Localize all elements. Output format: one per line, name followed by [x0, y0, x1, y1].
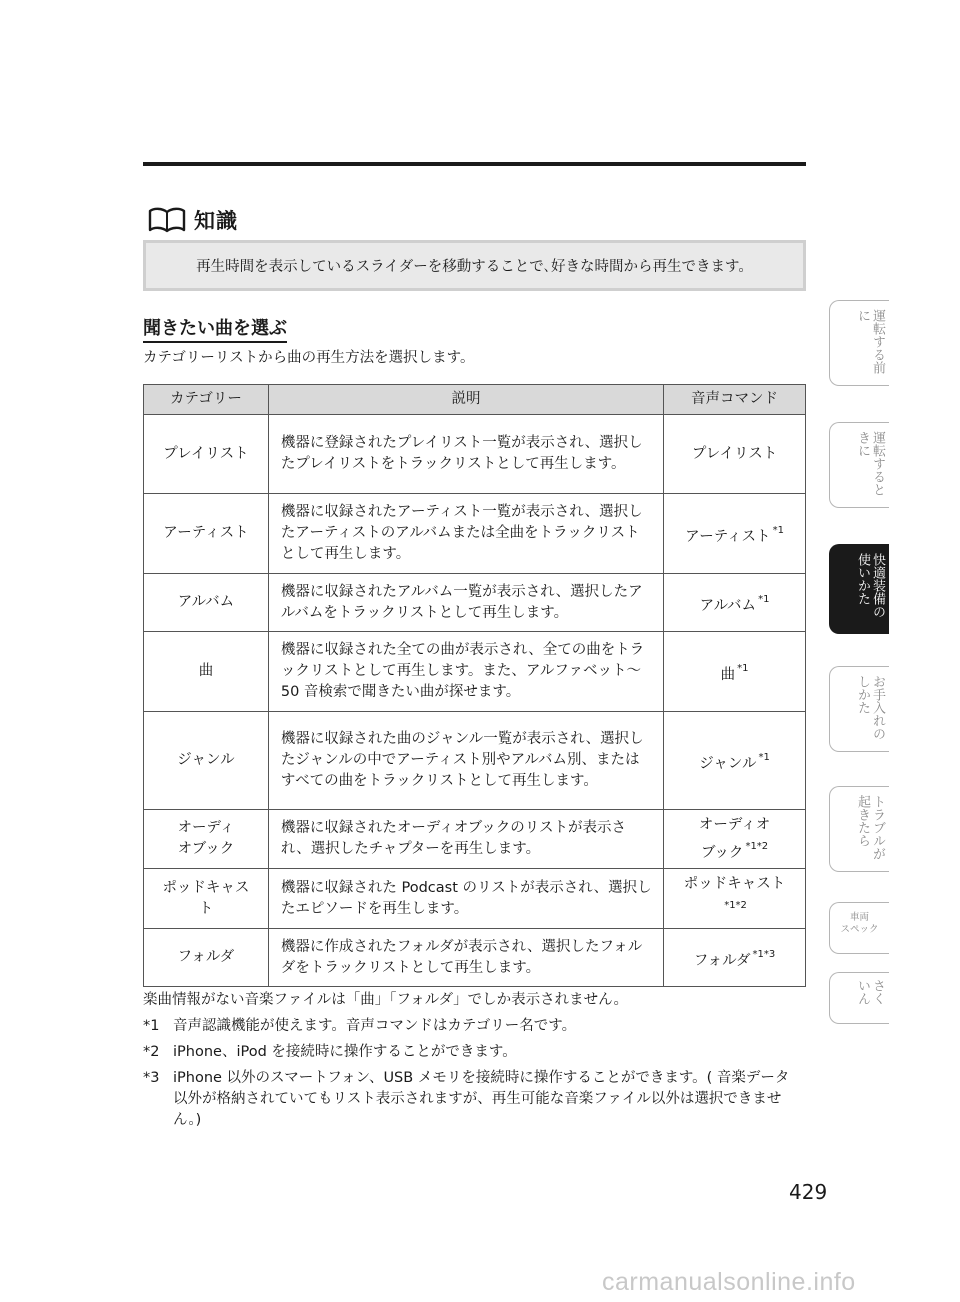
table-header-row — [144, 385, 806, 415]
footnote-key: *3 — [143, 1070, 160, 1086]
footnote-2 — [143, 1042, 803, 1063]
footnote-marker: *1*3 — [752, 948, 776, 960]
header-voice-command: 音声コマンド — [664, 385, 806, 415]
command-text: 曲 — [720, 666, 736, 683]
table-row — [144, 494, 806, 574]
top-rule — [143, 162, 806, 166]
footnote-text: iPhone 以外のスマートフォン、USB メモリを接続時に操作することができます。( 音楽データ以外が格納されていてもリスト表示されますが、再生可能な音楽ファイル以外は選択できません。) — [173, 1070, 790, 1128]
page-number: 429 — [789, 1180, 828, 1204]
tab-while-driving[interactable] — [829, 422, 889, 508]
table-row — [144, 415, 806, 494]
knowledge-title: 知識 — [194, 209, 238, 233]
category-cell: アルバム — [144, 574, 269, 632]
knowledge-heading — [148, 204, 238, 236]
description-cell: 機器に収録された Podcast のリストが表示され、選択したエピソードを再生します。 — [268, 869, 663, 929]
header-description: 説明 — [268, 385, 663, 415]
footnote-marker: *1 — [772, 524, 784, 536]
tab-label: さくいん — [855, 979, 885, 1005]
footnote-text: iPhone、iPod を接続時に操作することができます。 — [173, 1044, 517, 1060]
footnote-marker: *1*2 — [724, 900, 747, 911]
tab-label: 車両 スペック — [840, 912, 879, 935]
command-cell — [664, 494, 806, 574]
command-cell — [664, 415, 806, 494]
command-cell — [664, 574, 806, 632]
header-category: カテゴリー — [144, 385, 269, 415]
tab-index[interactable] — [829, 972, 889, 1024]
open-book-icon — [148, 207, 186, 233]
tab-troubleshooting[interactable] — [829, 786, 889, 872]
command-text: プレイリスト — [691, 445, 778, 462]
category-table — [143, 384, 806, 987]
command-cell — [664, 712, 806, 810]
description-cell: 機器に収録された全ての曲が表示され、全ての曲をトラックリストとして再生します。また、アルファベット～ 50 音検索で聞きたい曲が探せます。 — [268, 632, 663, 712]
footnote-3 — [143, 1068, 803, 1131]
footnote-text: 音声認識機能が使えます。音声コマンドはカテゴリー名です。 — [173, 1018, 577, 1034]
table-row — [144, 869, 806, 929]
tab-comfort-equipment[interactable] — [829, 544, 889, 634]
table-row — [144, 929, 806, 987]
command-text: ポッドキャスト — [683, 876, 786, 892]
command-cell — [664, 810, 806, 869]
footnote-1 — [143, 1016, 803, 1037]
command-text: アーティスト — [685, 528, 771, 545]
footnote-marker: *1 — [737, 662, 749, 674]
category-cell: フォルダ — [144, 929, 269, 987]
table-row — [144, 574, 806, 632]
footnotes — [143, 990, 803, 1136]
table-row — [144, 632, 806, 712]
tab-label: お手入れのしかた — [855, 675, 885, 740]
knowledge-note: 再生時間を表示しているスライダーを移動することで､好きな時間から再生できます。 — [143, 240, 806, 291]
command-cell — [664, 632, 806, 712]
category-cell: ジャンル — [144, 712, 269, 810]
description-cell: 機器に収録されたアルバム一覧が表示され、選択したアルバムをトラックリストとして再生します。 — [268, 574, 663, 632]
description-cell: 機器に収録されたオーディオブックのリストが表示され、選択したチャプターを再生します。 — [268, 810, 663, 869]
tab-label: トラブルが起きたら — [855, 795, 885, 860]
command-text: ジャンル — [699, 755, 757, 772]
table-row — [144, 712, 806, 810]
tab-label: 運転するときに — [855, 431, 885, 496]
command-text: アルバム — [699, 597, 757, 614]
section-description: カテゴリーリストから曲の再生方法を選択します。 — [143, 350, 475, 366]
description-cell: 機器に作成されたフォルダが表示され、選択したフォルダをトラックリストとして再生します。 — [268, 929, 663, 987]
description-cell: 機器に収録された曲のジャンル一覧が表示され、選択したジャンルの中でアーティスト別やアルバム別、またはすべての曲をトラックリストとして再生します。 — [268, 712, 663, 810]
tab-maintenance[interactable] — [829, 666, 889, 752]
footnote-marker: *1 — [758, 593, 770, 605]
tab-vehicle-specs[interactable] — [829, 902, 889, 954]
footnote-key: *1 — [143, 1018, 160, 1034]
footnote-key: *2 — [143, 1044, 160, 1060]
description-cell: 機器に登録されたプレイリスト一覧が表示され、選択したプレイリストをトラックリストとして再生します。 — [268, 415, 663, 494]
category-cell: 曲 — [144, 632, 269, 712]
description-cell: 機器に収録されたアーティスト一覧が表示され、選択したアーティストのアルバムまたは全曲をトラックリストとして再生します。 — [268, 494, 663, 574]
command-text: フォルダ — [693, 952, 751, 969]
table-row — [144, 810, 806, 869]
section-title: 聞きたい曲を選ぶ — [143, 318, 287, 343]
command-cell — [664, 869, 806, 929]
command-cell — [664, 929, 806, 987]
command-text: オーディオブック — [698, 816, 771, 861]
tab-label: 快適装備の使いかた — [855, 553, 885, 618]
category-cell: ポッドキャスト — [144, 869, 269, 929]
category-cell: アーティスト — [144, 494, 269, 574]
footnote-marker: *1*2 — [745, 840, 769, 852]
category-cell: オーディオブック — [144, 810, 269, 869]
watermark: carmanualsonline.info — [602, 1268, 856, 1296]
footnote-marker: *1 — [758, 751, 770, 763]
tab-label: 運転する前に — [855, 309, 885, 374]
tab-before-driving[interactable] — [829, 300, 889, 386]
category-cell: プレイリスト — [144, 415, 269, 494]
main-note: 楽曲情報がない音楽ファイルは「曲」「フォルダ」でしか表示されません。 — [143, 992, 629, 1008]
